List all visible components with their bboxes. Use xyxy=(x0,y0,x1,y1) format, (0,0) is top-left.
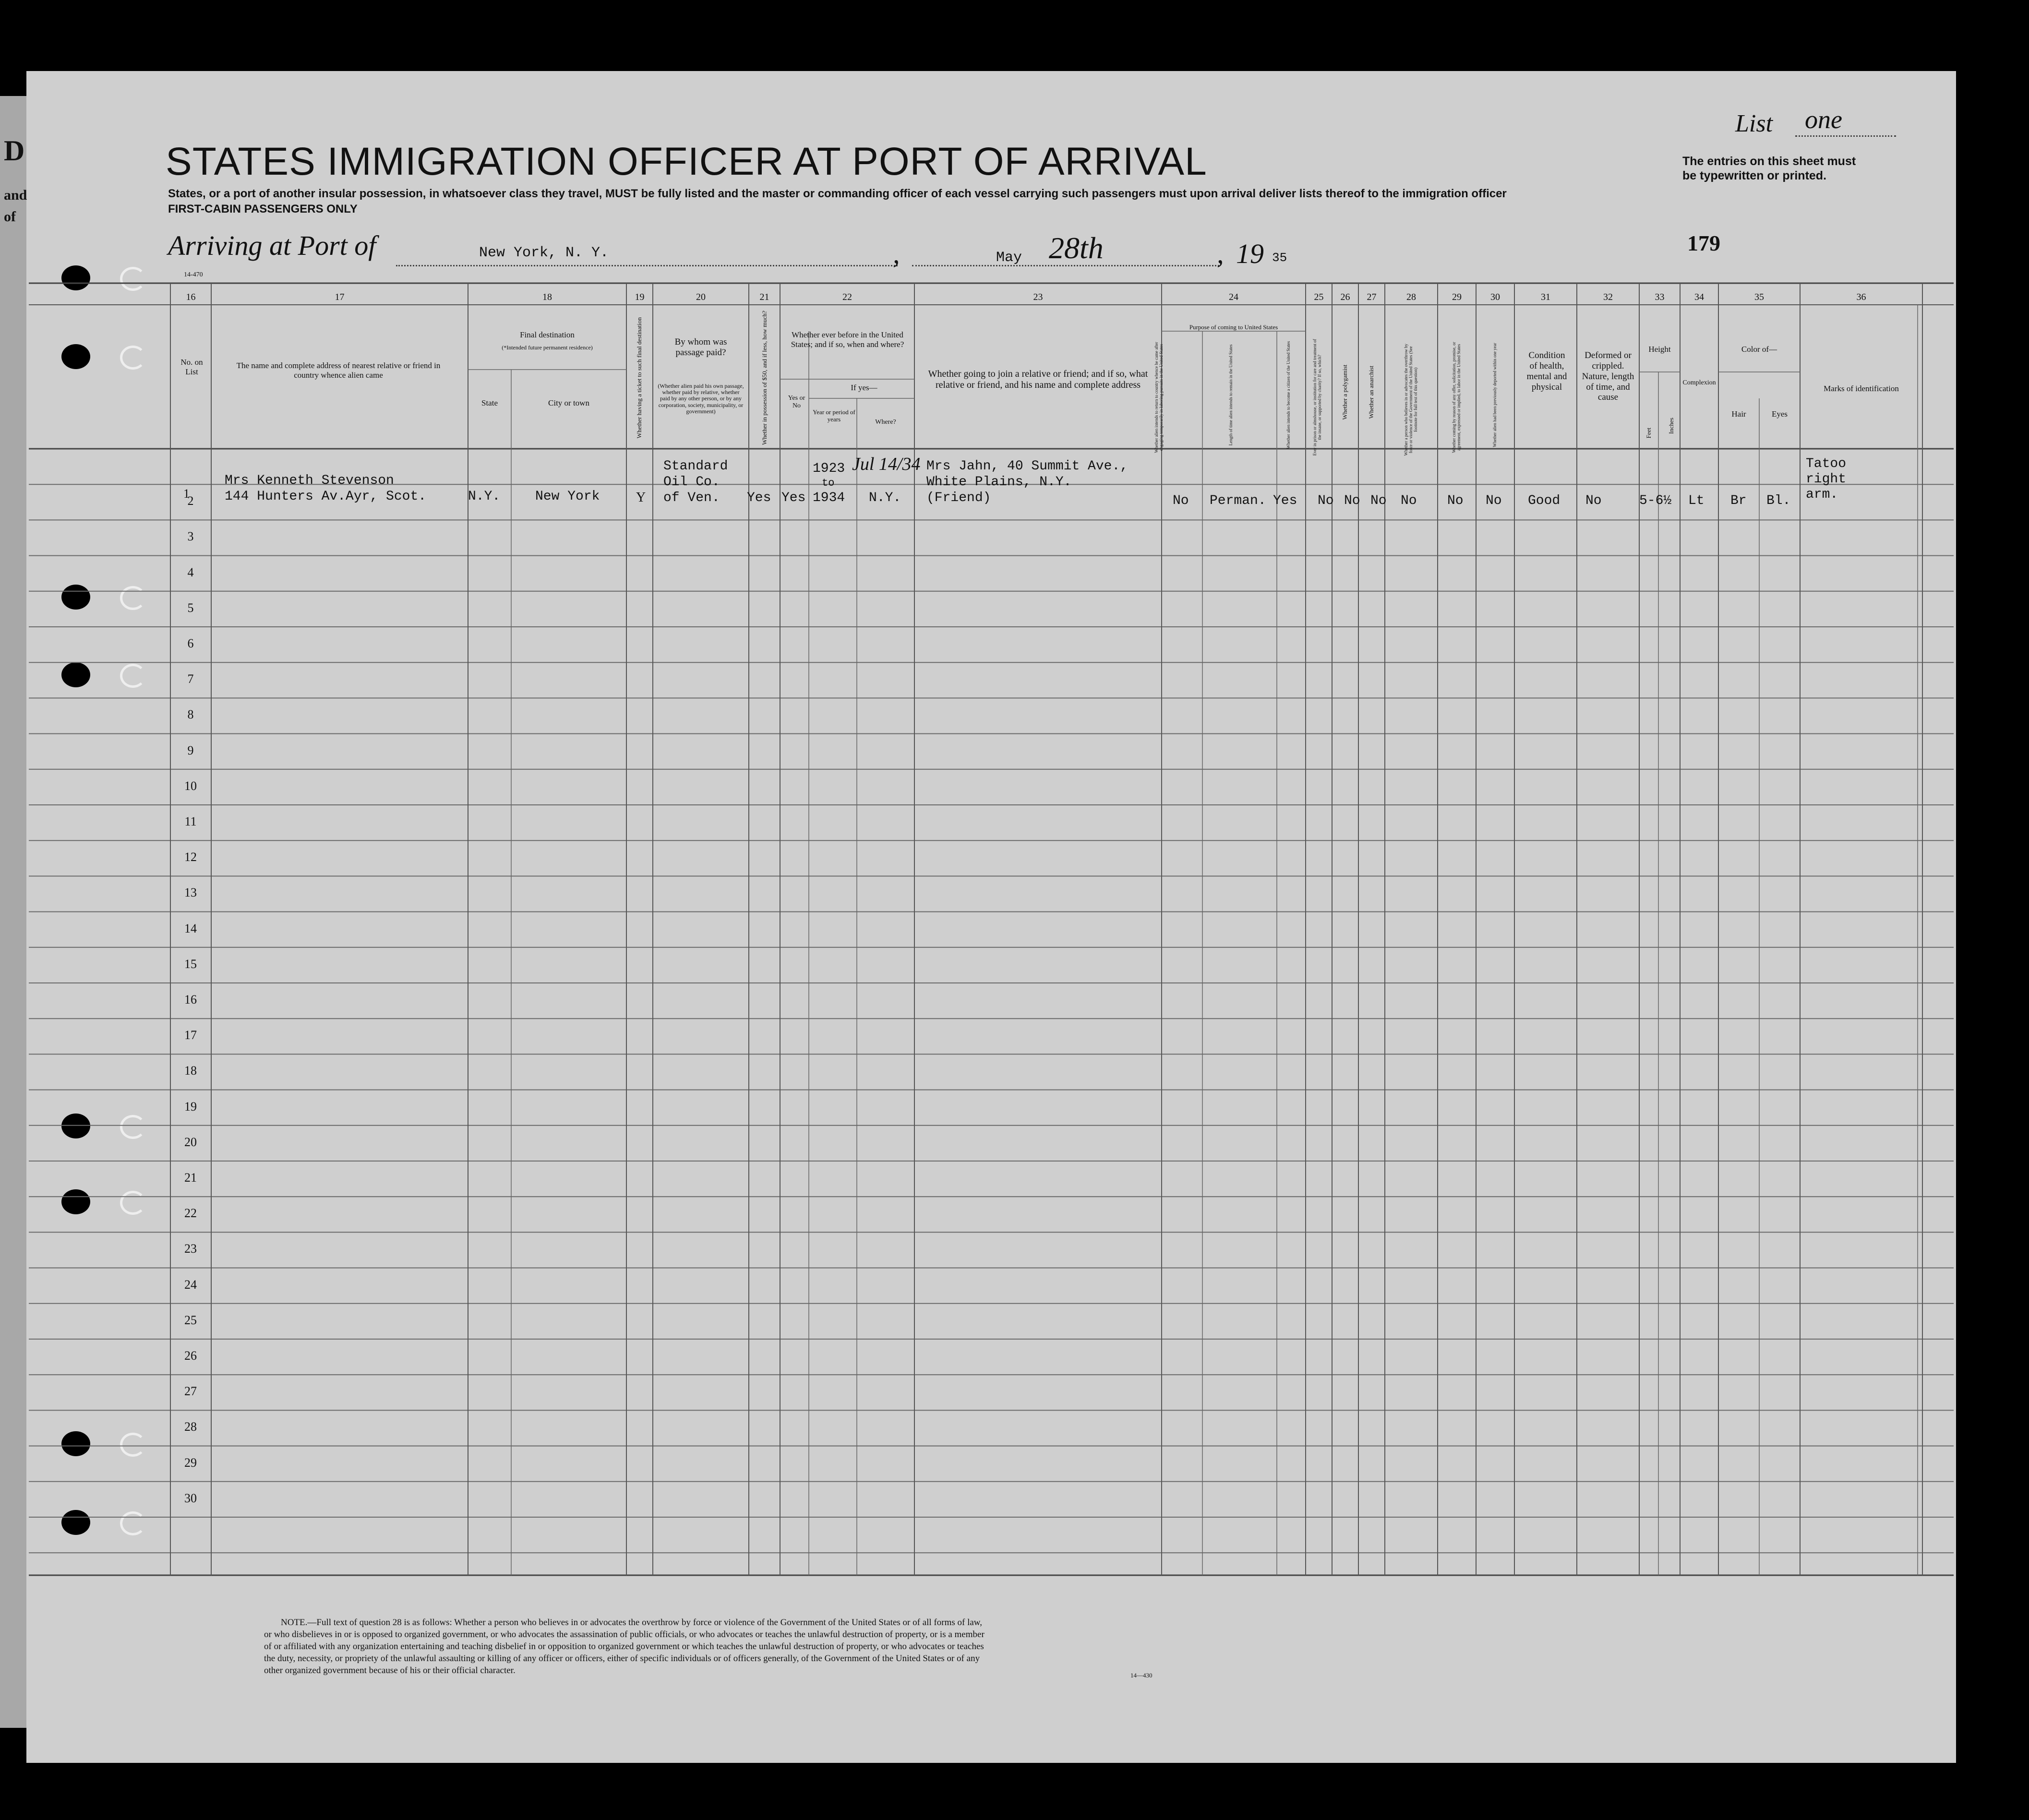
header-labor-offer: Whether coming by reason of any offer, solicitation, promise, or agreement, expressed or implied, to labor in the United States xyxy=(1452,342,1461,453)
passage-paid-line-2: Oil Co. xyxy=(663,475,720,490)
row-number: 9 xyxy=(187,743,194,757)
column-number-36: 36 xyxy=(1856,292,1866,302)
years-to: to xyxy=(822,477,835,489)
column-number-35: 35 xyxy=(1754,292,1764,302)
column-number-34: 34 xyxy=(1694,292,1704,302)
arriving-label: Arriving at Port of xyxy=(168,230,376,261)
column-number-33: 33 xyxy=(1655,292,1665,302)
row-number: 22 xyxy=(184,1206,197,1221)
labor-offer-value: No xyxy=(1447,493,1464,508)
complexion-value: Lt xyxy=(1688,493,1705,508)
row-number: 1 xyxy=(183,487,190,501)
header-no-on-list: No. on List xyxy=(180,358,203,376)
row-number: 4 xyxy=(187,565,194,579)
header-final-destination-note: (*Intended future permanent residence) xyxy=(502,344,593,351)
column-number-32: 32 xyxy=(1603,292,1613,302)
row-number: 17 xyxy=(184,1028,197,1042)
row-number: 29 xyxy=(184,1455,197,1470)
row-number: 26 xyxy=(184,1349,197,1363)
header-city-or-town: City or town xyxy=(548,398,589,407)
row-number: 23 xyxy=(184,1242,197,1256)
sheet-number: 179 xyxy=(1687,231,1720,255)
form-code: 14-470 xyxy=(184,271,203,278)
arrival-day-handwritten: 28th xyxy=(1049,231,1104,265)
height-value: 5-6½ xyxy=(1639,493,1672,508)
destination-city: New York xyxy=(535,489,600,504)
row-number: 21 xyxy=(184,1171,197,1185)
header-deformed: Deformed or crippled. Nature, length of time, and cause xyxy=(1582,350,1634,403)
row-number: 15 xyxy=(184,957,197,971)
row-number: 14 xyxy=(184,921,197,935)
ticket-value: Y xyxy=(636,490,646,505)
marks-line-3: arm. xyxy=(1806,487,1838,502)
header-complexion: Complexion xyxy=(1682,379,1716,386)
row-number: 2 xyxy=(187,494,194,508)
row-number: 12 xyxy=(184,850,197,864)
header-relative-address: The name and complete address of nearest relative or friend in country whence alien came xyxy=(236,361,441,380)
header-return-intent: Whether alien intends to return to country whence he came after engaging temporarily in laboring pursuits in the United States xyxy=(1154,342,1164,453)
header-passage-paid-note: (Whether alien paid his own passage, whether paid by relative, whether paid by any other person, or by any corporation, society, municipality, or government) xyxy=(658,383,744,415)
passage-paid-line-1: Standard xyxy=(663,459,728,474)
length-of-stay-value: Perman. xyxy=(1210,493,1266,508)
relative-address: 144 Hunters Av.Ayr, Scot. xyxy=(225,489,427,504)
side-margin-word: of xyxy=(4,209,16,225)
where-handwritten-date: Jul 14/34 xyxy=(852,454,921,474)
joining-line-3: (Friend) xyxy=(926,491,991,505)
column-number-20: 20 xyxy=(696,292,706,302)
instruction-line-1: States, or a port of another insular possession, in whatsoever class they travel, MUST be fully listed and the master or commanding officer of each vessel carrying such passengers must upon arrival deliver lists thereof to the immigration officer xyxy=(168,187,1507,200)
column-number-22: 22 xyxy=(842,292,852,302)
has-50-value: Yes xyxy=(747,491,771,505)
list-number-handwritten: one xyxy=(1805,105,1842,134)
column-number-16: 16 xyxy=(186,292,196,302)
header-where: Where? xyxy=(875,419,896,426)
health-value: Good xyxy=(1528,493,1561,508)
years-start: 1923 xyxy=(813,461,845,476)
column-number-26: 26 xyxy=(1340,292,1350,302)
header-color-of: Color of— xyxy=(1741,345,1777,354)
marks-line-2: right xyxy=(1806,472,1847,487)
column-number-19: 19 xyxy=(635,292,645,302)
footnote-line-3: of or affiliated with any organization entertaining and teaching disbelief in or opposition to organized government or which teaches the unlawful destruction of property, or who advocates or teaches xyxy=(264,1641,984,1652)
list-label: List xyxy=(1735,110,1773,137)
header-joining-relative: Whether going to join a relative or friend; and if so, what relative or friend, and his name and complete address xyxy=(928,369,1148,390)
joining-line-2: White Plains, N.Y. xyxy=(926,475,1072,490)
header-citizen-intent: Whether alien intends to become a citizen of the United States xyxy=(1286,341,1291,449)
side-margin-word: and xyxy=(4,187,27,203)
header-inches: Inches xyxy=(1667,418,1675,434)
header-eyes: Eyes xyxy=(1771,409,1788,419)
port-of-arrival: New York, N. Y. xyxy=(479,245,609,261)
column-number-28: 28 xyxy=(1406,292,1416,302)
header-anarchist: Whether an anarchist xyxy=(1367,365,1375,419)
comma: , xyxy=(1217,238,1224,269)
hair-value: Br xyxy=(1730,493,1747,508)
row-number: 24 xyxy=(184,1277,197,1292)
header-final-destination: Final destination xyxy=(520,330,575,339)
destination-state: N.Y. xyxy=(468,489,501,504)
column-number-18: 18 xyxy=(542,292,552,302)
row-number: 6 xyxy=(187,636,194,650)
column-number-25: 25 xyxy=(1314,292,1324,302)
header-50-dollars: Whether in possession of $50, and if less, how much? xyxy=(760,311,768,445)
footnote-line-1: NOTE.—Full text of question 28 is as follows: Whether a person who believes in or advocates the overthrow by force or violence of the Government of the United States or of all forms of law, xyxy=(281,1617,983,1628)
row-number: 25 xyxy=(184,1313,197,1327)
row-number: 16 xyxy=(184,993,197,1006)
row-number: 10 xyxy=(184,778,197,793)
anarchist-value: No xyxy=(1370,493,1387,508)
polygamist-value: No xyxy=(1344,493,1360,508)
row-number: 27 xyxy=(184,1384,197,1399)
column-number-21: 21 xyxy=(759,292,769,302)
row-number: 7 xyxy=(187,672,194,686)
row-number: 19 xyxy=(184,1099,197,1114)
comma: , xyxy=(893,238,900,269)
header-height: Height xyxy=(1648,345,1671,354)
row-number: 20 xyxy=(184,1135,197,1149)
header-passage-paid: By whom was passage paid? xyxy=(674,337,727,358)
marks-line-1: Tatoo xyxy=(1806,456,1847,471)
header-deported: Whether alien had been previously deported within one year xyxy=(1492,343,1498,447)
deported-value: No xyxy=(1486,493,1502,508)
row-number: 28 xyxy=(184,1420,197,1434)
column-number-27: 27 xyxy=(1367,292,1377,302)
footnote-form-code: 14—430 xyxy=(1130,1672,1153,1679)
deformed-value: No xyxy=(1585,493,1602,508)
header-marks-of-identification: Marks of identification xyxy=(1824,384,1899,393)
instruction-line-2: FIRST-CABIN PASSENGERS ONLY xyxy=(168,203,358,216)
header-year-or-period: Year or period of years xyxy=(813,408,855,423)
header-state: State xyxy=(481,398,498,407)
row-number: 3 xyxy=(187,529,194,544)
header-purpose-of-coming: Purpose of coming to United States xyxy=(1189,323,1278,331)
header-prison: Ever in prison or almshouse, or institution for care and treatment of the insane, or supported by charity? If so, which? xyxy=(1312,339,1322,456)
arrival-month: May xyxy=(996,250,1022,266)
column-number-23: 23 xyxy=(1033,292,1043,302)
footnote-line-4: the duty, necessity, or propriety of the unlawful assaulting or killing of any officer or officers, either of specific individuals or of officers generally, of the Government of the United States or of any xyxy=(264,1653,980,1664)
page-title: STATES IMMIGRATION OFFICER AT PORT OF ARRIVAL xyxy=(166,140,1207,183)
relative-name: Mrs Kenneth Stevenson xyxy=(225,473,394,488)
header-feet: Feet xyxy=(1645,427,1652,439)
header-health: Condition of health, mental and physical xyxy=(1526,350,1567,392)
header-if-yes: If yes— xyxy=(851,383,877,392)
year-prefix: 19 xyxy=(1236,238,1264,269)
where-value: N.Y. xyxy=(869,491,901,505)
header-yes-or-no: Yes or No xyxy=(788,395,805,410)
row-number: 30 xyxy=(184,1491,197,1505)
entries-note-2: be typewritten or printed. xyxy=(1682,169,1827,182)
before-in-us-value: Yes xyxy=(781,491,806,505)
passage-paid-line-3: of Ven. xyxy=(663,491,720,505)
row-number: 8 xyxy=(187,707,194,722)
column-number-17: 17 xyxy=(335,292,345,302)
joining-line-1: Mrs Jahn, 40 Summit Ave., xyxy=(926,459,1129,474)
footnote-line-2: or who disbelieves in or is opposed to organized government, or who advocates the assassination of public officials, or who advocates or teaches the unlawful destruction of property, or is a member xyxy=(264,1629,984,1640)
header-overthrow: Whether a person who believes in or advocates the overthrow by force or violence of the Government of the United States (See footnote for full text of this question) xyxy=(1404,344,1418,456)
header-polygamist: Whether a polygamist xyxy=(1341,364,1348,420)
header-ticket: Whether having a ticket to such final destination xyxy=(635,317,643,439)
return-intent-value: No xyxy=(1173,493,1189,508)
eyes-value: Bl. xyxy=(1766,493,1791,508)
year-suffix: 35 xyxy=(1272,251,1287,265)
prison-value: No xyxy=(1318,493,1334,508)
column-number-24: 24 xyxy=(1229,292,1238,302)
footnote-line-5: other organized government because of his or their official character. xyxy=(264,1665,516,1676)
column-number-31: 31 xyxy=(1541,292,1550,302)
header-before-in-us: Whether ever before in the United States; and if so, when and where? xyxy=(791,330,904,349)
column-number-29: 29 xyxy=(1452,292,1462,302)
side-margin-letter: D xyxy=(4,135,25,167)
row-number: 18 xyxy=(184,1064,197,1078)
years-end: 1934 xyxy=(813,491,845,505)
entries-note-1: The entries on this sheet must xyxy=(1682,155,1856,168)
header-hair: Hair xyxy=(1731,409,1746,419)
column-number-30: 30 xyxy=(1490,292,1500,302)
header-length-of-stay: Length of time alien intends to remain in the United States xyxy=(1228,344,1234,446)
overthrow-value: No xyxy=(1401,493,1417,508)
row-number: 5 xyxy=(187,600,194,615)
citizen-intent-value: Yes xyxy=(1273,493,1297,508)
row-number: 13 xyxy=(184,886,197,900)
row-number: 11 xyxy=(184,814,197,828)
